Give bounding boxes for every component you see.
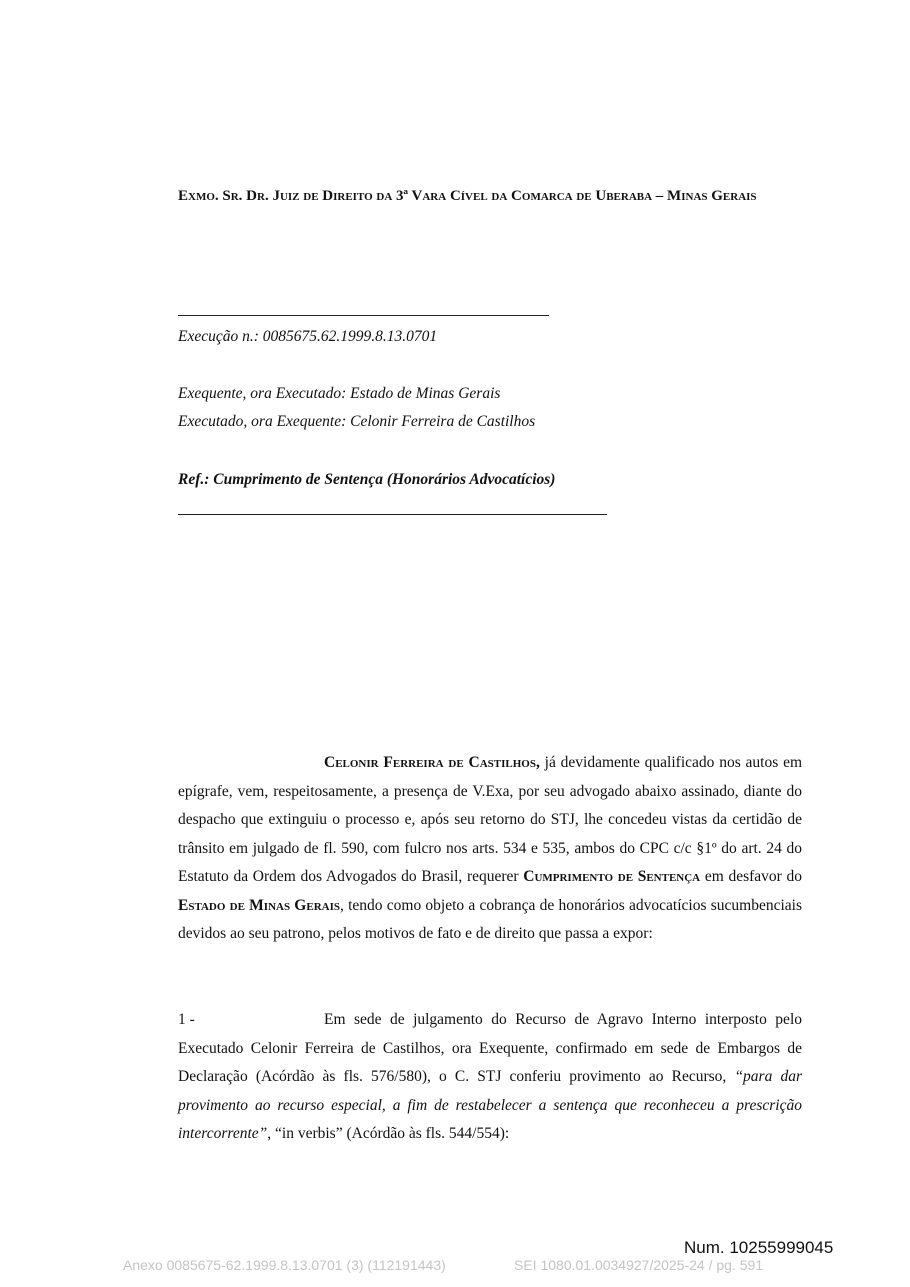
exequente-line: Exequente, ora Executado: Estado de Minas Gerais [178,385,501,402]
numbered-paragraph-1 [178,1006,802,1149]
party-name: Celonir Ferreira de Castilhos, [324,754,540,771]
divider-top [178,315,549,316]
divider-bottom [178,514,607,515]
executado-line: Executado, ora Exequente: Celonir Ferreira de Castilhos [178,413,536,430]
annex-stamp: Anexo 0085675-62.1999.8.13.0701 (3) (112191443) [123,1257,446,1273]
reference-line: Ref.: Cumprimento de Sentença (Honorários Advocatícios) [178,471,556,488]
sei-stamp: SEI 1080.01.0034927/2025-24 / pg. 591 [514,1257,764,1273]
paragraph-text: em desfavor do [700,868,802,885]
court-heading: Exmo. Sr. Dr. Juiz de Direito da 3ª Vara Cível da Comarca de Uberaba – Minas Gerais [178,188,757,204]
paragraph-text: , “in verbis” (Acórdão às fls. 544/554): [267,1125,510,1142]
paragraph-text: , tendo como objeto a cobrança de honorários advocatícios sucumbenciais devidos ao seu patrono, pelos motivos de fato e de direito que passa a expor: [178,896,802,942]
document-number: Num. 10255999045 [684,1238,834,1257]
paragraph-number: 1 - [178,1011,195,1028]
case-number: Execução n.: 0085675.62.1999.8.13.0701 [178,328,438,345]
paragraph-text: já devidamente qualificado nos autos em epígrafe, vem, respeitosamente, a presença de V.Exa, por seu advogado abaixo assinado, diante do despacho que extinguiu o processo e, após seu retorno do STJ, lhe concedeu vistas da certidão de trânsito em julgado de fl. 590, com fulcro nos arts. 534 e 535, ambos do CPC c/c §1º do art. 24 do Estatuto da Ordem dos Advogados do Brasil, requerer [178,754,803,885]
opening-paragraph [178,749,802,949]
quoted-text: “para dar provimento ao recurso especial, a fim de restabelecer a sentença que reconheceu a prescrição intercorrente” [178,1068,803,1142]
paragraph-text: Em sede de julgamento do Recurso de Agravo Interno interposto pelo Executado Celonir Ferreira de Castilhos, ora Exequente, confirmado em sede de Embargos de Declaração (Acórdão às fls. 576/580), o C. STJ conferiu provimento ao Recurso, [178,1011,802,1085]
emphasis-estado: Estado de Minas Gerais [178,896,340,914]
emphasis-cumprimento: Cumprimento de Sentença [523,868,701,885]
